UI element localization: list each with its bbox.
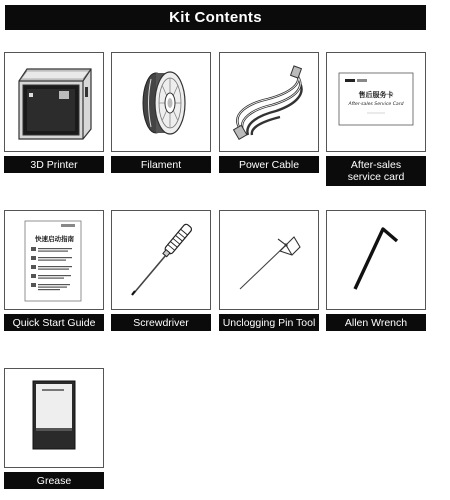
item-image-frame xyxy=(111,52,211,152)
item-label: Power Cable xyxy=(219,156,319,173)
item-image-frame xyxy=(219,52,319,152)
grease-packet-icon xyxy=(5,369,103,467)
unclogging-pin-icon xyxy=(220,211,318,309)
allen-wrench-icon xyxy=(327,211,425,309)
item-image-frame xyxy=(326,210,426,310)
service-card-icon xyxy=(327,53,425,151)
item-label xyxy=(326,156,426,186)
3d-printer-icon xyxy=(5,53,103,151)
kit-contents-banner xyxy=(5,5,426,30)
item-label: Filament xyxy=(111,156,211,173)
item-image-frame xyxy=(219,210,319,310)
service-card-title: 售后服务卡 xyxy=(358,91,394,99)
item-label-line: service card xyxy=(347,171,405,183)
item-label: Unclogging Pin Tool xyxy=(219,314,319,331)
item-label: Allen Wrench xyxy=(326,314,426,331)
item-label-line: After-sales xyxy=(350,159,402,171)
page-title: Kit Contents xyxy=(169,9,262,26)
item-image-frame xyxy=(111,210,211,310)
power-cable-icon xyxy=(220,53,318,151)
filament-spool-icon xyxy=(112,53,210,151)
item-label: Screwdriver xyxy=(111,314,211,331)
item-image-frame xyxy=(326,52,426,152)
service-card-subtitle: After-sales Service Card xyxy=(348,102,404,107)
screwdriver-icon xyxy=(112,211,210,309)
item-image-frame xyxy=(4,52,104,152)
quick-start-guide-icon xyxy=(5,211,103,309)
item-label: Quick Start Guide xyxy=(4,314,104,331)
item-image-frame xyxy=(4,368,104,468)
guide-title: 快速启动指南 xyxy=(35,235,74,243)
item-image-frame xyxy=(4,210,104,310)
item-label: Grease xyxy=(4,472,104,489)
item-label: 3D Printer xyxy=(4,156,104,173)
